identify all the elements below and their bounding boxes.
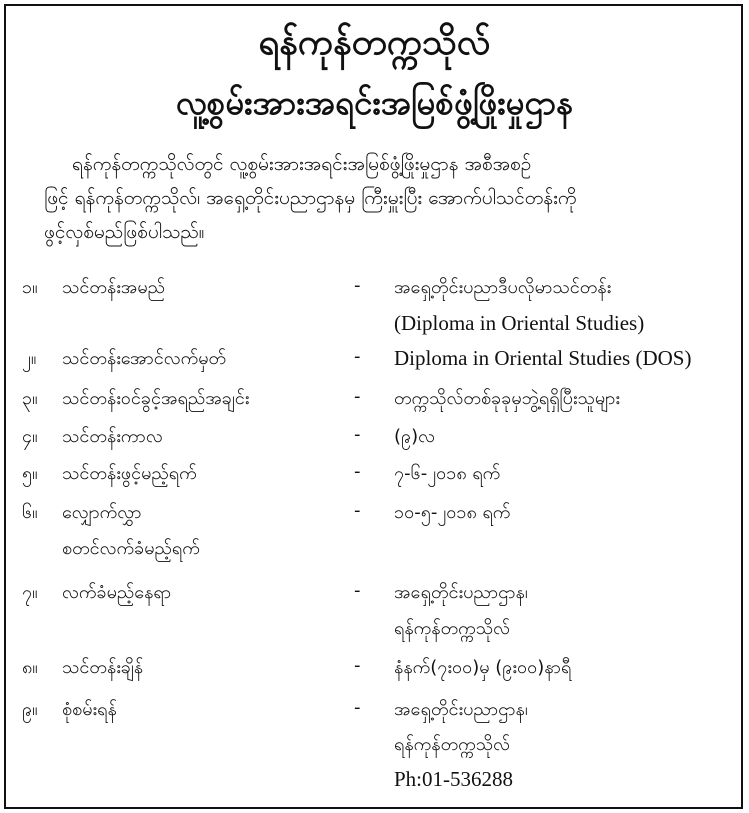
item-label: လက်ခံမည့်နေရာ [62, 582, 172, 603]
item-value: ၁၀-၅-၂၀၁၈ ရက် [394, 502, 511, 523]
item-value: အရှေ့တိုင်းပညာဌာန၊ [394, 699, 528, 720]
item-label: သင်တန်းကာလ [62, 426, 163, 447]
list-item-duration [0, 424, 749, 462]
list-item-eligibility [0, 386, 749, 424]
intro-line-3: ဖွင့်လှစ်မည်ဖြစ်ပါသည်။ [44, 221, 205, 243]
item-label: သင်တန်းဖွင့်မည့်ရက် [62, 463, 197, 484]
university-title: ရန်ကုန်တက္ကသိုလ် [258, 22, 491, 63]
list-item-course-name [0, 275, 749, 335]
separator-dash: - [354, 697, 361, 718]
separator-dash: - [354, 346, 361, 367]
separator-dash: - [354, 500, 361, 521]
item-label: သင်တန်းအောင်လက်မှတ် [62, 348, 227, 369]
item-value: အရှေ့တိုင်းပညာဒီပလိုမာသင်တန်း [394, 277, 612, 298]
list-item-certificate [0, 346, 749, 384]
item-label: စုံစမ်းရန် [62, 699, 117, 720]
item-label-continued: စတင်လက်ခံမည့်ရက် [62, 538, 200, 559]
item-value: Diploma in Oriental Studies (DOS) [394, 346, 692, 370]
item-value: (၉)လ [394, 426, 436, 447]
item-number: ၈။ [22, 657, 38, 678]
item-number: ၄။ [22, 426, 38, 447]
item-value: အရှေ့တိုင်းပညာဌာန၊ [394, 582, 528, 603]
item-label: သင်တန်းချိန် [62, 657, 144, 678]
list-item-class-time [0, 655, 749, 693]
separator-dash: - [354, 386, 361, 407]
item-value-line-2: ရန်ကုန်တက္ကသိုလ် [394, 618, 510, 639]
phone-number: Ph:01-536288 [394, 767, 514, 791]
separator-dash: - [354, 580, 361, 601]
item-value: ၇-၆-၂၀၁၈ ရက် [394, 463, 501, 484]
item-label: သင်တန်းအမည် [62, 277, 166, 298]
item-value-english: (Diploma in Oriental Studies) [394, 311, 645, 335]
list-item-enquiries [0, 697, 749, 791]
separator-dash: - [354, 655, 361, 676]
item-number: ၂။ [22, 348, 37, 369]
separator-dash: - [354, 275, 361, 296]
item-label: သင်တန်းဝင်ခွင့်အရည်အချင်း [62, 388, 250, 409]
separator-dash: - [354, 461, 361, 482]
item-number: ၃။ [22, 388, 38, 409]
item-number: ၅။ [22, 463, 38, 484]
item-number: ၁။ [22, 277, 38, 298]
item-number: ၉။ [22, 699, 38, 720]
item-number: ၆။ [22, 502, 38, 523]
item-value: တက္ကသိုလ်တစ်ခုခုမှဘွဲ့ရရှိပြီးသူများ [394, 388, 620, 409]
intro-line-1: ရန်ကုန်တက္ကသိုလ်တွင် လူ့စွမ်းအားအရင်းအမြစ်ဖွံ့ဖြိုးမှုဌာန အစီအစဉ် [72, 153, 532, 175]
intro-line-2: ဖြင့် ရန်ကုန်တက္ကသိုလ်၊ အရှေ့တိုင်းပညာဌာနမှ ကြီးမှူးပြီး အောက်ပါသင်တန်းကို [44, 187, 577, 209]
item-value: နံနက်(၇း၀၀)မှ (၉း၀၀)နာရီ [394, 657, 572, 678]
item-number: ၇။ [22, 582, 38, 603]
list-item-location [0, 580, 749, 639]
list-item-application-date [0, 500, 749, 559]
item-label: လျှောက်လွှာ [62, 502, 142, 523]
list-item-start-date [0, 461, 749, 499]
department-title: လူ့စွမ်းအားအရင်းအမြစ်ဖွံ့ဖြိုးမှုဌာန [175, 83, 574, 122]
item-value-line-2: ရန်ကုန်တက္ကသိုလ် [394, 734, 510, 755]
separator-dash: - [354, 424, 361, 445]
